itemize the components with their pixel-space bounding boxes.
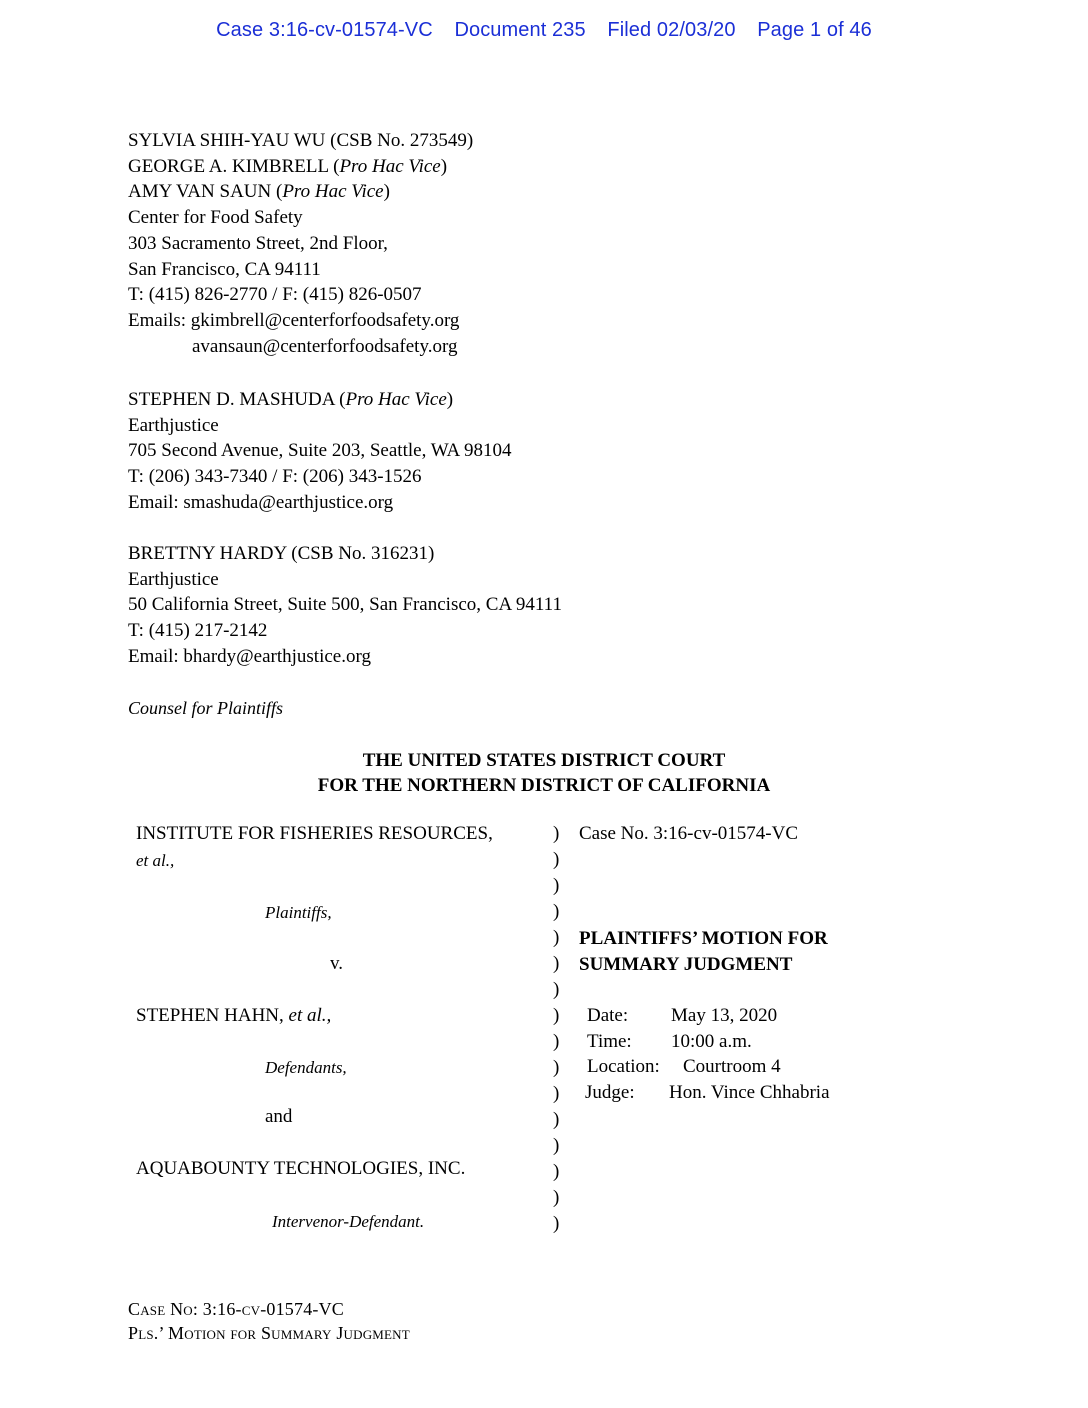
address-line: 705 Second Avenue, Suite 203, Seattle, WA 98104 (128, 440, 512, 462)
caption-paren: ) (553, 901, 560, 922)
counsel-for-plaintiffs: Counsel for Plaintiffs (128, 698, 284, 718)
caption-paren: ) (553, 875, 560, 896)
counsel-block-earthjustice-sf (128, 541, 562, 670)
hearing-time: Time: 10:00 a.m. (587, 1030, 752, 1052)
attorney-kimbrell: GEORGE A. KIMBRELL (Pro Hac Vice) (128, 155, 448, 177)
and-conjunction: and (265, 1106, 293, 1127)
phone-fax: T: (415) 826-2770 / F: (415) 826-0507 (128, 284, 422, 306)
page-footer (128, 1297, 410, 1345)
defendants-label: Defendants, (265, 1058, 347, 1077)
stamp-case-number: Case 3:16-cv-01574-VC (216, 19, 433, 41)
caption-paren: ) (553, 1109, 560, 1130)
address-line: San Francisco, CA 94111 (128, 258, 321, 280)
intervenor-name: AQUABOUNTY TECHNOLOGIES, INC. (136, 1158, 466, 1179)
versus: v. (330, 953, 344, 974)
case-number: Case No. 3:16-cv-01574-VC (579, 823, 798, 844)
attorney-mashuda: STEPHEN D. MASHUDA (Pro Hac Vice) (128, 389, 454, 410)
footer-document-title: Pls.’ Motion for Summary Judgment (128, 1323, 410, 1343)
caption-paren: ) (553, 1135, 560, 1156)
stamp-document-number: Document 235 (454, 19, 586, 41)
caption-paren: ) (553, 1083, 560, 1104)
caption-paren: ) (553, 1213, 560, 1234)
attorney-van-saun: AMY VAN SAUN (Pro Hac Vice) (128, 181, 390, 203)
caption-paren: ) (553, 1187, 560, 1208)
hearing-judge: Judge: Hon. Vince Chhabria (585, 1082, 830, 1104)
plaintiffs-label: Plaintiffs, (265, 903, 332, 922)
footer-case-number: Case No: 3:16-cv-01574-VC (128, 1299, 345, 1319)
hearing-info (587, 1003, 830, 1106)
ecf-header-stamp (0, 19, 1088, 42)
caption-paren: ) (553, 1031, 560, 1052)
intervenor-label: Intervenor-Defendant. (272, 1212, 425, 1231)
caption-paren: ) (553, 927, 560, 948)
caption-paren: ) (553, 823, 560, 844)
caption-paren: ) (553, 849, 560, 870)
hearing-location: Location: Courtroom 4 (587, 1056, 781, 1078)
attorney-hardy: BRETTNY HARDY (CSB No. 316231) (128, 543, 435, 564)
plaintiff-et-al: et al., (136, 851, 175, 870)
caption-paren: ) (553, 953, 560, 974)
counsel-block-earthjustice-seattle (128, 387, 511, 516)
address-line: 303 Sacramento Street, 2nd Floor, (128, 232, 388, 254)
document-title-line: SUMMARY JUDGMENT (579, 954, 793, 975)
defendant-name: STEPHEN HAHN, et al., (136, 1005, 332, 1026)
email-line: Emails: gkimbrell@centerforfoodsafety.org (128, 309, 460, 331)
organization: Earthjustice (128, 568, 219, 590)
document-title (579, 926, 828, 978)
email-line: avansaun@centerforfoodsafety.org (192, 335, 458, 357)
phone-fax: T: (206) 343-7340 / F: (206) 343-1526 (128, 466, 422, 488)
hearing-date: Date: May 13, 2020 (587, 1005, 778, 1026)
email-line: Email: bhardy@earthjustice.org (128, 645, 371, 667)
stamp-filed-date: Filed 02/03/20 (607, 19, 736, 41)
phone: T: (415) 217-2142 (128, 620, 268, 642)
email-line: Email: smashuda@earthjustice.org (128, 491, 394, 513)
document-title-line: PLAINTIFFS’ MOTION FOR (579, 928, 828, 949)
plaintiff-name: INSTITUTE FOR FISHERIES RESOURCES, (136, 823, 493, 844)
organization: Earthjustice (128, 414, 219, 436)
caption-paren: ) (553, 979, 560, 1000)
caption-paren: ) (553, 1161, 560, 1182)
attorney-wu: SYLVIA SHIH-YAU WU (CSB No. 273549) (128, 130, 474, 151)
counsel-block-cfs (128, 128, 473, 359)
stamp-page-count: Page 1 of 46 (757, 19, 872, 41)
address-line: 50 California Street, Suite 500, San Francisco, CA 94111 (128, 594, 562, 616)
caption-paren: ) (553, 1005, 560, 1026)
caption-paren: ) (553, 1057, 560, 1078)
organization: Center for Food Safety (128, 207, 303, 229)
court-name: THE UNITED STATES DISTRICT COURT (362, 750, 726, 771)
court-district: FOR THE NORTHERN DISTRICT OF CALIFORNIA (317, 775, 771, 796)
court-heading (0, 748, 1088, 798)
